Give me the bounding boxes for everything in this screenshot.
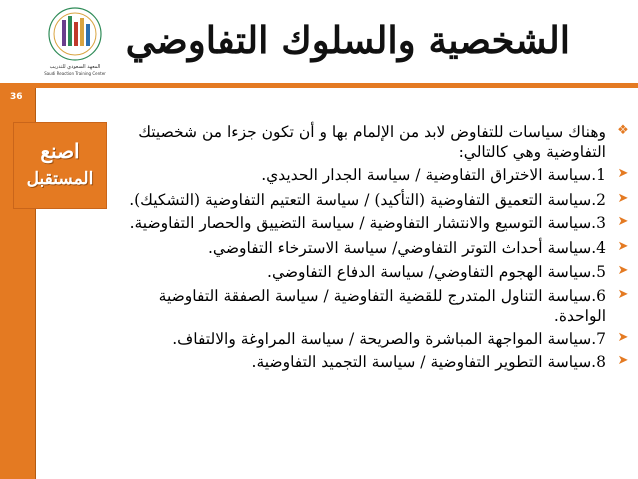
arrow-bullet-icon: ➤ [617,166,629,181]
logo-name-en: Saudi Reaction Training Center [44,71,106,76]
title-divider [0,83,638,88]
intro-item [118,122,630,162]
arrow-bullet-icon: ➤ [617,330,629,345]
logo [44,4,106,82]
list-item [118,190,630,210]
list-item [118,165,630,185]
slide-number: 36 [10,92,23,102]
list-item-text: 5.سياسة الهجوم التفاوضي/ سياسة الدفاع التفاوضي. [267,263,606,281]
arrow-bullet-icon: ➤ [617,214,629,229]
arrow-bullet-icon: ➤ [617,191,629,206]
arrow-bullet-icon: ➤ [617,353,629,368]
arrow-bullet-icon: ➤ [617,263,629,278]
list-item [118,286,630,326]
logo-name-ar: المعهد السعودي للتدريب [49,64,101,70]
list-item [118,352,630,372]
list-item [118,238,630,258]
list-item-text: 4.سياسة أحداث التوتر التفاوضي/ سياسة الاسترخاء التفاوضي. [207,239,606,257]
intro-text: وهناك سياسات للتفاوض لابد من الإلمام بها و أن تكون جزءا من شخصيتك التفاوضية وهي كالتالي: [138,123,606,161]
list-item-text: 7.سياسة المواجهة المباشرة والصريحة / سياسة المراوغة والالتفاف. [172,330,606,348]
list-item-text: 3.سياسة التوسيع والانتشار التفاوضية / سياسة التضييق والحصار التفاوضية. [129,214,606,232]
diamond-bullet-icon: ❖ [617,123,629,138]
list-item-text: 8.سياسة التطوير التفاوضية / سياسة التجميد التفاوضية. [251,353,606,371]
list-item [118,213,630,233]
badge-line-2: المستقبل [26,169,94,189]
list-item-text: 6.سياسة التناول المتدرج للقضية التفاوضية / سياسة الصفقة التفاوضية الواحدة. [158,287,606,325]
bullet-list [118,122,630,372]
list-item-text: 2.سياسة التعميق التفاوضية (التأكيد) / سياسة التعتيم التفاوضية (التشكيك). [129,191,606,209]
slide-title: الشخصية والسلوك التفاوضي [125,18,570,62]
badge-line-1: اصنع [40,139,80,163]
arrow-bullet-icon: ➤ [617,287,629,302]
arrow-bullet-icon: ➤ [617,239,629,254]
list-item [118,329,630,349]
make-future-badge [13,122,107,209]
list-item-text: 1.سياسة الاختراق التفاوضية / سياسة الجدار الحديدي. [261,166,606,184]
list-item [118,262,630,282]
logo-emblem [44,4,106,64]
